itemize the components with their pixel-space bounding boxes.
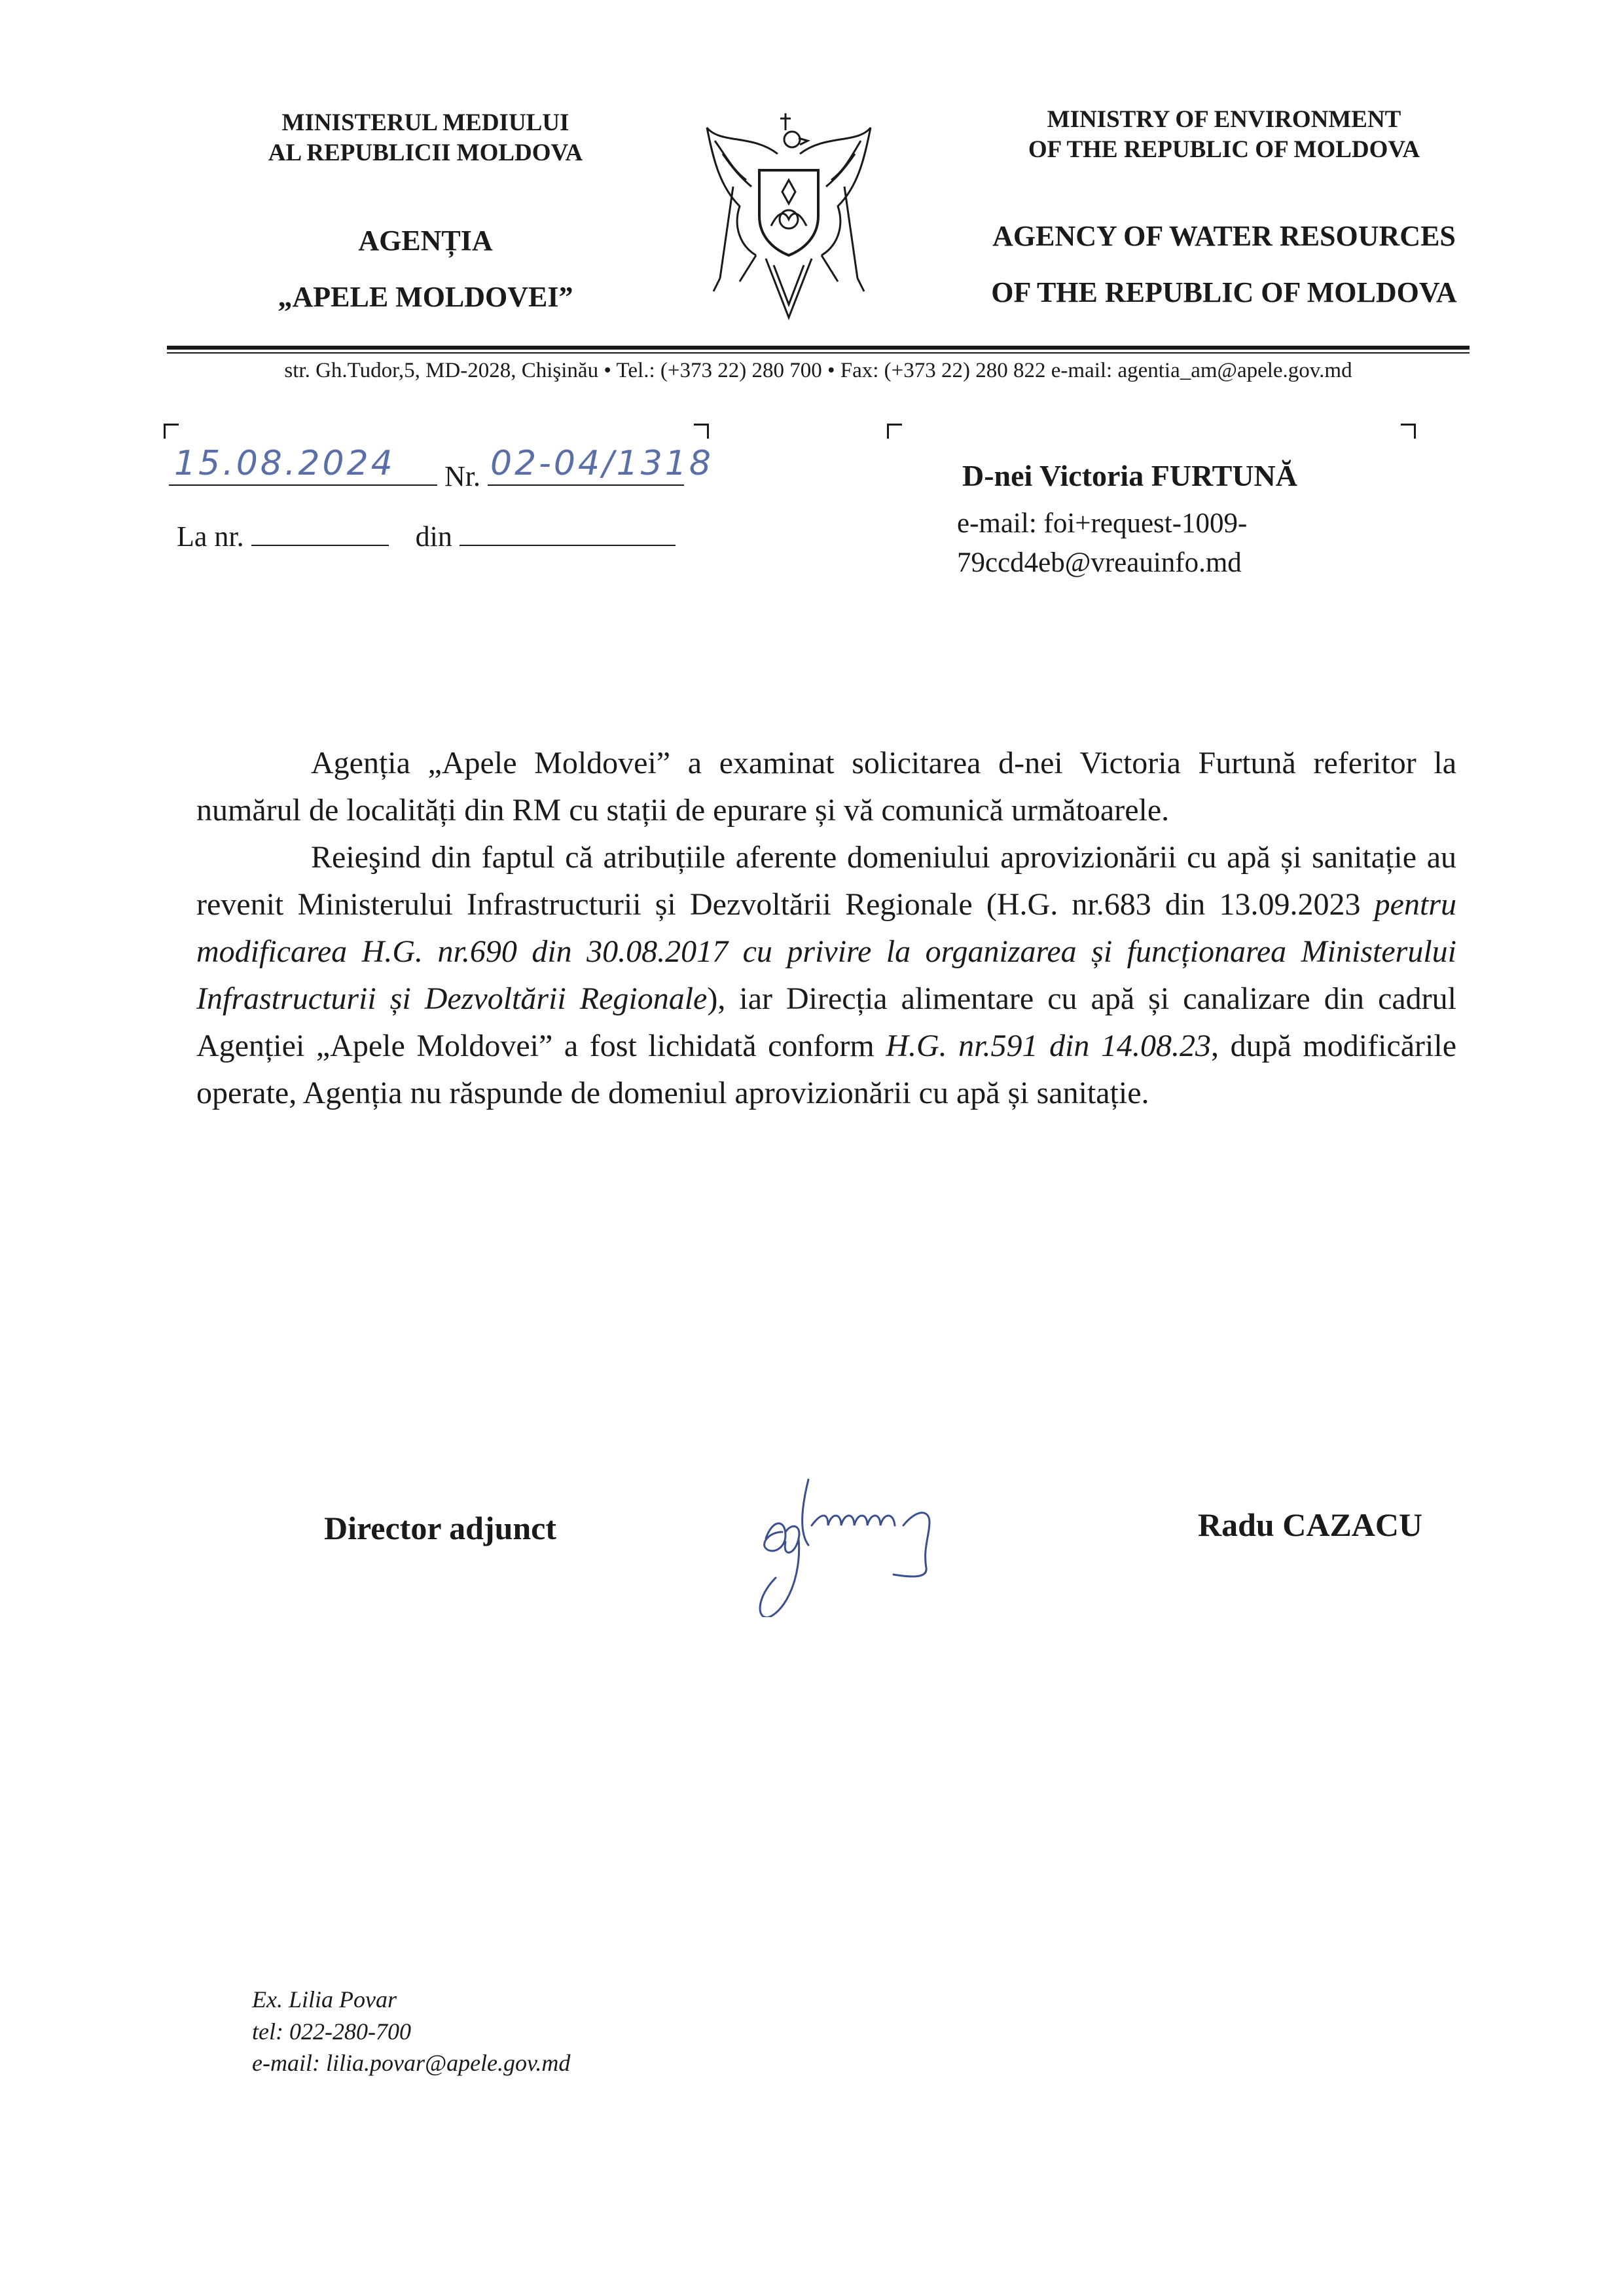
ministry-name-ro-line1: MINISTERUL MEDIULUI xyxy=(281,109,569,136)
executor-name: Ex. Lilia Povar xyxy=(252,1986,397,2013)
body-paragraph-2-part-c: , după modificările operate, Agenția nu răspunde de domeniul aprovizionării cu apă și sanitație. xyxy=(196,1029,1456,1110)
din-label: din xyxy=(415,520,452,553)
signatory-name: Radu CAZACU xyxy=(1198,1506,1423,1543)
letter-body xyxy=(196,740,1456,1117)
handwritten-signature-icon xyxy=(746,1460,995,1617)
reference-row xyxy=(177,519,676,553)
nr-label: Nr. xyxy=(444,460,480,492)
recipient-email xyxy=(957,504,1415,583)
date-handwritten: 15.08.2024 xyxy=(174,444,395,483)
agency-name-en-line1: AGENCY OF WATER RESOURCES xyxy=(992,220,1456,252)
agency-name-en xyxy=(936,208,1512,321)
agency-name-ro xyxy=(216,213,635,325)
signatory-title: Director adjunct xyxy=(324,1510,557,1546)
agency-name-en-line2: OF THE REPUBLIC OF MOLDOVA xyxy=(991,276,1457,308)
registration-row xyxy=(169,444,713,493)
ministry-name-en xyxy=(936,105,1512,166)
agency-name-ro-line2: „APELE MOLDOVEI” xyxy=(278,280,573,313)
ministry-name-en-line1: MINISTRY OF ENVIRONMENT xyxy=(1047,106,1401,133)
corner-mark-top-left xyxy=(164,424,179,439)
executor-email: e-mail: lilia.povar@apele.gov.md xyxy=(252,2050,571,2077)
din-field xyxy=(460,519,676,546)
body-paragraph-2 xyxy=(196,834,1456,1117)
executor-tel: tel: 022-280-700 xyxy=(252,2018,411,2045)
body-paragraph-2-part-b: ), iar Direcția alimentare cu apă și canalizare din cadrul Agenției „Apele Moldovei” a fost lichidată conform xyxy=(196,981,1456,1063)
corner-mark-recipient-right xyxy=(1401,424,1416,439)
header-divider-thick xyxy=(167,346,1470,350)
body-paragraph-2-part-a: Reieşind din faptul că atribuțiile aferente domeniului aprovizionării cu apă și sanitație au revenit Ministerului Infrastructurii și Dezvoltării Regionale (H.G. nr.683 din 13.09.2023 xyxy=(196,840,1456,922)
nr-field xyxy=(488,444,713,486)
header-divider-thin xyxy=(167,352,1470,354)
recipient-name: D-nei Victoria FURTUNĂ xyxy=(962,459,1297,492)
contact-line: str. Gh.Tudor,5, MD-2028, Chişinău • Tel.: (+373 22) 280 700 • Fax: (+373 22) 280 822 e-mail: agentia_am@apele.gov.md xyxy=(284,359,1352,382)
agency-name-ro-line1: AGENȚIA xyxy=(358,225,493,257)
la-nr-label: La nr. xyxy=(177,520,244,553)
body-paragraph-2-italic-1: pentru modificarea H.G. nr.690 din 30.08.2017 cu privire la organizarea și funcționarea Ministerului Infrastructurii și Dezvoltării Regionale xyxy=(196,887,1456,1016)
recipient-email-line1: e-mail: foi+request-1009- xyxy=(957,508,1248,539)
ministry-name-en-line2: OF THE REPUBLIC OF MOLDOVA xyxy=(1028,136,1420,164)
corner-mark-recipient-left xyxy=(887,424,902,439)
body-paragraph-1: Agenția „Apele Moldovei” a examinat solicitarea d-nei Victoria Furtună referitor la numărul de localități din RM cu stații de epurare și vă comunică următoarele. xyxy=(196,746,1456,828)
body-paragraph-2-italic-2: H.G. nr.591 din 14.08.23 xyxy=(886,1029,1211,1063)
coat-of-arms-icon xyxy=(694,108,884,321)
ministry-name-ro xyxy=(216,108,635,169)
corner-mark-top-right xyxy=(694,424,709,439)
date-field xyxy=(169,444,437,486)
nr-handwritten: 02-04/1318 xyxy=(490,444,713,483)
ministry-name-ro-line2: AL REPUBLICII MOLDOVA xyxy=(268,139,583,167)
la-nr-field xyxy=(251,519,389,546)
recipient-email-line2: 79ccd4eb@vreauinfo.md xyxy=(957,547,1242,579)
executor-block xyxy=(252,1984,570,2079)
